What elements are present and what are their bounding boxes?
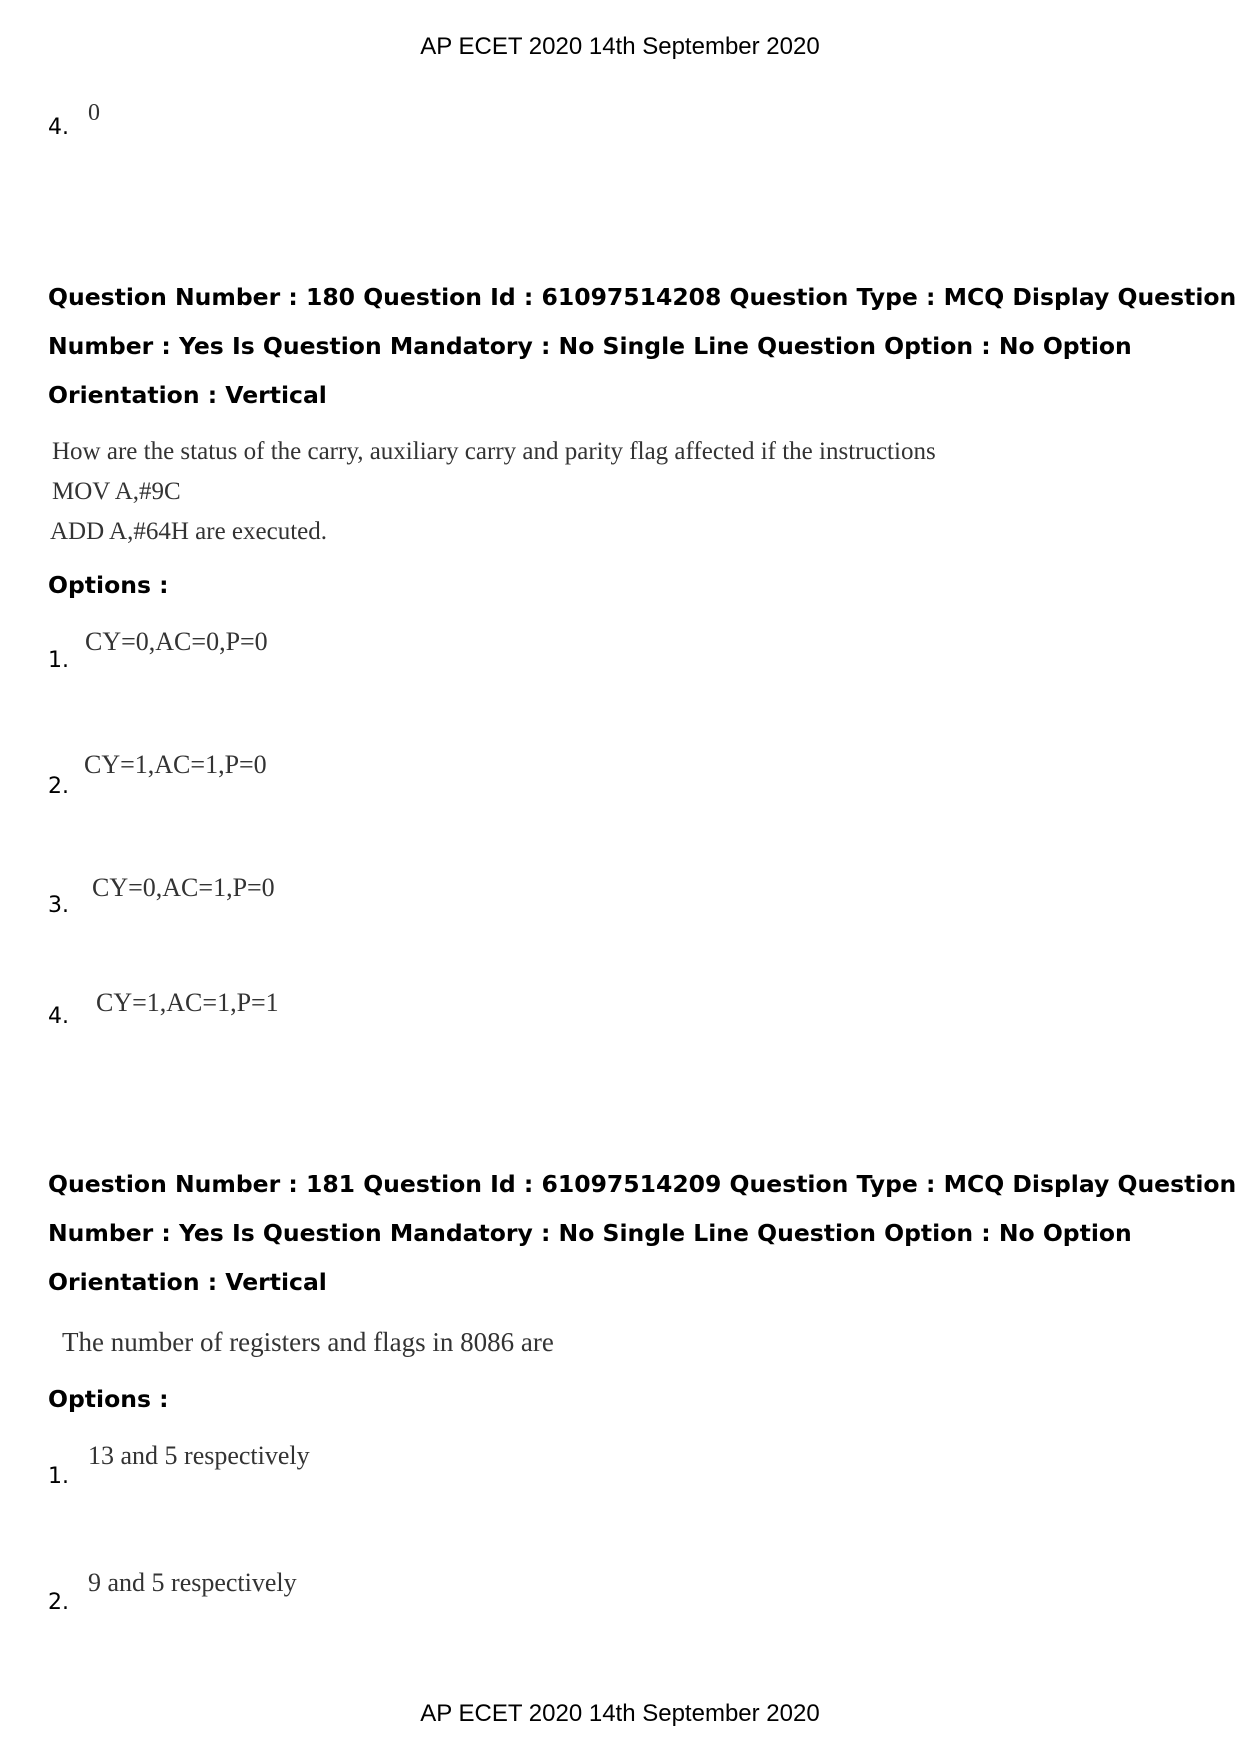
option-number: 2. <box>48 774 69 799</box>
question-header-line: Number : Yes Is Question Mandatory : No Single Line Question Option : No Option <box>48 332 1132 360</box>
question-header <box>48 1160 1237 1307</box>
option-value: 9 and 5 respectively <box>88 1568 297 1597</box>
question-text <box>52 432 936 512</box>
option-value: CY=1,AC=1,P=1 <box>96 988 279 1017</box>
question-header <box>48 273 1237 420</box>
option-number: 2. <box>48 1590 69 1615</box>
option-value: 0 <box>88 100 100 126</box>
option-value: 13 and 5 respectively <box>88 1441 310 1470</box>
question-header-line: Orientation : Vertical <box>48 1268 327 1296</box>
option-number: 4. <box>48 1004 69 1029</box>
option-number: 1. <box>48 1464 69 1489</box>
page-footer: AP ECET 2020 14th September 2020 <box>420 1700 820 1727</box>
question-header-line: Question Number : 181 Question Id : 61097514209 Question Type : MCQ Display Question <box>48 1170 1237 1198</box>
option-number: 4. <box>48 115 69 140</box>
question-header-line: Question Number : 180 Question Id : 61097514208 Question Type : MCQ Display Question <box>48 283 1237 311</box>
option-number: 3. <box>48 893 69 918</box>
question-text-line: The number of registers and flags in 8086 are <box>62 1327 554 1357</box>
option-value: CY=1,AC=1,P=0 <box>84 750 267 779</box>
question-header-line: Number : Yes Is Question Mandatory : No Single Line Question Option : No Option <box>48 1219 1132 1247</box>
options-label: Options : <box>48 571 169 599</box>
question-header-line: Orientation : Vertical <box>48 381 327 409</box>
question-text-line: MOV A,#9C <box>52 478 181 505</box>
page-header: AP ECET 2020 14th September 2020 <box>420 33 820 60</box>
question-text-line: ADD A,#64H are executed. <box>50 518 327 545</box>
option-value: CY=0,AC=1,P=0 <box>92 873 275 902</box>
options-label: Options : <box>48 1385 169 1413</box>
option-number: 1. <box>48 648 69 673</box>
option-value: CY=0,AC=0,P=0 <box>85 627 268 656</box>
question-text-line: How are the status of the carry, auxiliary carry and parity flag affected if the instructions <box>52 438 936 465</box>
